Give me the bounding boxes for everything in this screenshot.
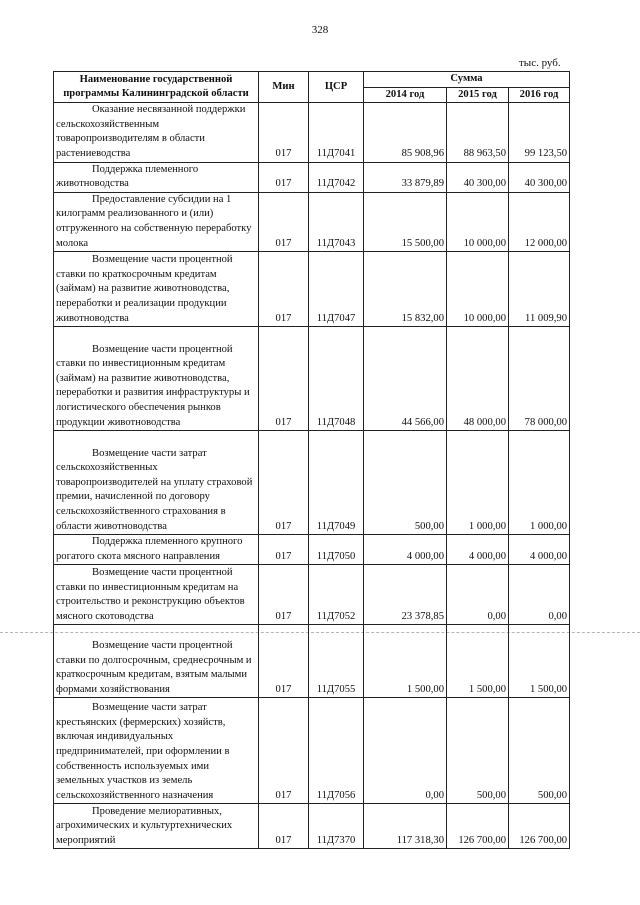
csr-cell: 11Д7049 — [309, 431, 364, 535]
page-number: 328 — [311, 24, 329, 36]
program-name-first-line: Возмещение части затрат — [92, 702, 207, 714]
table-row — [54, 431, 570, 535]
program-name-cell — [54, 565, 259, 625]
min-cell: 017 — [259, 698, 309, 804]
csr-cell: 11Д7048 — [309, 327, 364, 431]
sum-2016-cell: 1 500,00 — [509, 625, 570, 698]
header-year-2016: 2016 год — [509, 87, 570, 103]
csr-cell: 11Д7043 — [309, 192, 364, 251]
program-name-cell — [54, 252, 259, 327]
sum-2014-cell: 15 500,00 — [364, 192, 447, 251]
sum-2016-cell: 78 000,00 — [509, 327, 570, 431]
sum-2014-cell: 15 832,00 — [364, 252, 447, 327]
csr-cell: 11Д7050 — [309, 535, 364, 565]
sum-2015-cell: 0,00 — [447, 565, 509, 625]
program-name-cell — [54, 327, 259, 431]
header-program-name: Наименование государственной программы Калининградской области — [54, 72, 259, 103]
program-name-rest: рогатого скота мясного направления — [56, 550, 220, 562]
table-row — [54, 698, 570, 804]
min-cell: 017 — [259, 327, 309, 431]
program-name-first-line: Поддержка племенного крупного — [92, 536, 243, 548]
sum-2014-cell: 85 908,96 — [364, 103, 447, 162]
sum-2014-cell: 500,00 — [364, 431, 447, 535]
sum-2014-cell: 33 879,89 — [364, 162, 447, 192]
program-name-first-line: Поддержка племенного — [92, 163, 199, 175]
sum-2014-cell: 117 318,30 — [364, 804, 447, 849]
program-name-first-line: Возмещение части процентной — [92, 254, 233, 266]
program-name-rest: крестьянских (фермерских) хозяйств, включая индивидуальных предпринимателей, при оформлении в собственность используемых ими земельных участков из земель сельскохозяйственного назначения — [56, 716, 230, 801]
sum-2014-cell: 1 500,00 — [364, 625, 447, 698]
program-name-cell — [54, 162, 259, 192]
csr-cell: 11Д7055 — [309, 625, 364, 698]
program-name-rest: животноводства — [56, 178, 129, 190]
program-name-cell — [54, 625, 259, 698]
sum-2016-cell: 1 000,00 — [509, 431, 570, 535]
sum-2015-cell: 88 963,50 — [447, 103, 509, 162]
csr-cell: 11Д7052 — [309, 565, 364, 625]
table-header — [54, 72, 570, 103]
program-name-rest: сельскохозяйственных товаропроизводителей на уплату страховой премии, начисленной по договору сельскохозяйственного страхования в области животноводства — [56, 462, 253, 532]
budget-table — [53, 71, 570, 849]
sum-2014-cell: 0,00 — [364, 698, 447, 804]
min-cell: 017 — [259, 431, 309, 535]
sum-2016-cell: 11 009,90 — [509, 252, 570, 327]
min-cell: 017 — [259, 162, 309, 192]
program-name-first-line: Возмещение части затрат — [92, 447, 207, 459]
table-row — [54, 565, 570, 625]
table-body — [54, 103, 570, 849]
program-name-cell — [54, 103, 259, 162]
table-row — [54, 327, 570, 431]
sum-2015-cell: 48 000,00 — [447, 327, 509, 431]
program-name-first-line: Возмещение части процентной — [92, 639, 233, 651]
sum-2016-cell: 12 000,00 — [509, 192, 570, 251]
sum-2016-cell: 99 123,50 — [509, 103, 570, 162]
sum-2014-cell: 23 378,85 — [364, 565, 447, 625]
table-row — [54, 252, 570, 327]
csr-cell: 11Д7056 — [309, 698, 364, 804]
program-name-cell — [54, 804, 259, 849]
program-name-cell — [54, 698, 259, 804]
table-row — [54, 103, 570, 162]
sum-2015-cell: 10 000,00 — [447, 252, 509, 327]
sum-2015-cell: 40 300,00 — [447, 162, 509, 192]
header-year-2015: 2015 год — [447, 87, 509, 103]
sum-2016-cell: 500,00 — [509, 698, 570, 804]
table-row — [54, 804, 570, 849]
sum-2015-cell: 1 500,00 — [447, 625, 509, 698]
sum-2015-cell: 1 000,00 — [447, 431, 509, 535]
unit-label: тыс. руб. — [519, 57, 561, 69]
sum-2016-cell: 0,00 — [509, 565, 570, 625]
program-name-rest: сельскохозяйственным товаропроизводителям в области растениеводства — [56, 118, 205, 159]
sum-2016-cell: 4 000,00 — [509, 535, 570, 565]
header-sum: Сумма — [364, 72, 570, 88]
program-name-first-line: Предоставление субсидии на 1 — [92, 193, 232, 205]
sum-2015-cell: 10 000,00 — [447, 192, 509, 251]
header-year-2014: 2014 год — [364, 87, 447, 103]
table-row — [54, 162, 570, 192]
sum-2014-cell: 4 000,00 — [364, 535, 447, 565]
table-row — [54, 192, 570, 251]
min-cell: 017 — [259, 804, 309, 849]
program-name-rest: агрохимических и культуртехнических мероприятий — [56, 820, 233, 846]
sum-2015-cell: 126 700,00 — [447, 804, 509, 849]
csr-cell: 11Д7047 — [309, 252, 364, 327]
csr-cell: 11Д7042 — [309, 162, 364, 192]
min-cell: 017 — [259, 103, 309, 162]
csr-cell: 11Д7041 — [309, 103, 364, 162]
sum-2016-cell: 40 300,00 — [509, 162, 570, 192]
program-name-first-line: Оказание несвязанной поддержки — [92, 104, 246, 116]
sum-2015-cell: 500,00 — [447, 698, 509, 804]
program-name-first-line: Возмещение части процентной — [92, 566, 233, 578]
program-name-rest: ставки по долгосрочным, среднесрочным и краткосрочным кредитам, взятым малыми формами хозяйствования — [56, 654, 252, 695]
table-row — [54, 535, 570, 565]
program-name-rest: ставки по инвестиционным кредитам (займам) на развитие животноводства, переработки и развития инфраструктуры и логистического обеспечения рынков продукции животноводства — [56, 358, 250, 428]
min-cell: 017 — [259, 535, 309, 565]
program-name-first-line: Возмещение части процентной — [92, 343, 233, 355]
min-cell: 017 — [259, 252, 309, 327]
min-cell: 017 — [259, 625, 309, 698]
sum-2014-cell: 44 566,00 — [364, 327, 447, 431]
program-name-first-line: Проведение мелиоративных, — [92, 805, 222, 817]
header-csr: ЦСР — [309, 72, 364, 103]
sum-2015-cell: 4 000,00 — [447, 535, 509, 565]
program-name-rest: ставки по краткосрочным кредитам (займам) на развитие животноводства, переработки и реализации продукции животноводства — [56, 268, 230, 324]
table-row — [54, 625, 570, 698]
program-name-cell — [54, 535, 259, 565]
min-cell: 017 — [259, 192, 309, 251]
program-name-rest: ставки по инвестиционным кредитам на строительство и реконструкцию объектов мясного скотоводства — [56, 581, 245, 622]
program-name-rest: килограмм реализованного и (или) отгруженного на собственную переработку молока — [56, 208, 252, 249]
csr-cell: 11Д7370 — [309, 804, 364, 849]
program-name-cell — [54, 192, 259, 251]
program-name-cell — [54, 431, 259, 535]
min-cell: 017 — [259, 565, 309, 625]
sum-2016-cell: 126 700,00 — [509, 804, 570, 849]
header-min: Мин — [259, 72, 309, 103]
